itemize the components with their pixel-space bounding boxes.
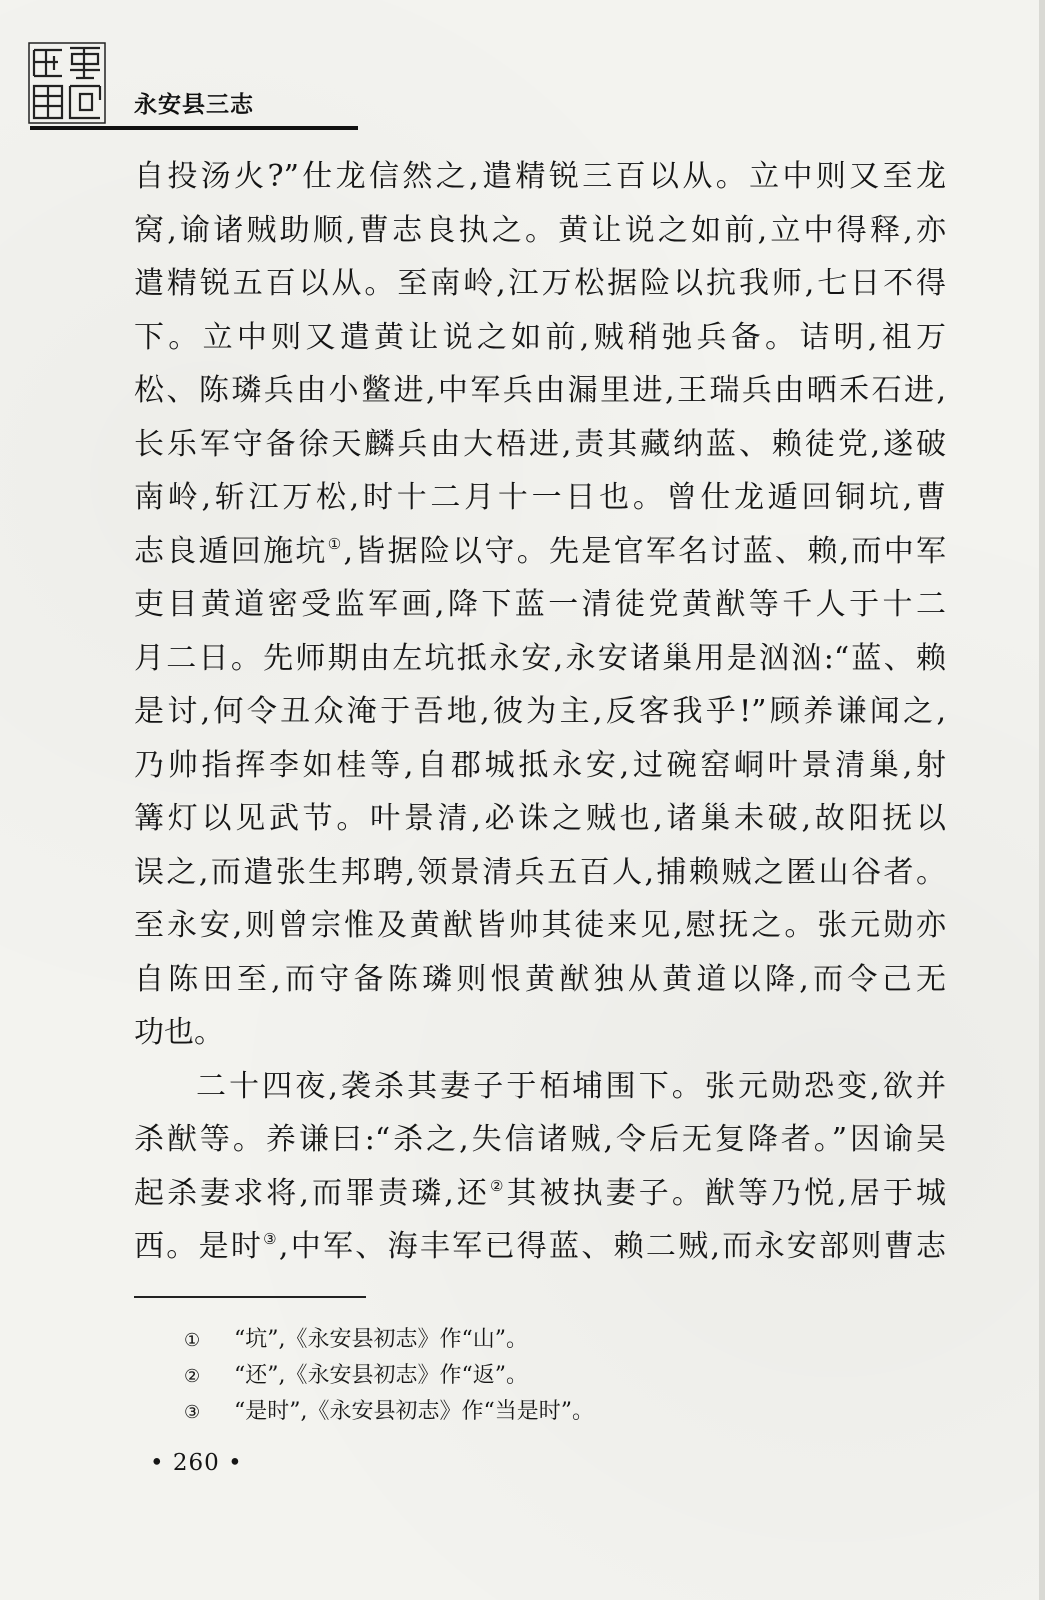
body-line: 乃帅指挥李如桂等,自郡城抵永安,过碗窑峒叶景清巢,射 — [134, 747, 946, 783]
body-line: 南岭,斩江万松,时十二月十一日也。曾仕龙遁回铜坑,曹 — [134, 480, 946, 515]
body-text — [134, 150, 946, 1274]
body-line-paragraph-start: 二十四夜,袭杀其妻子于栢埔围下。张元勋恐变,欲并 — [196, 1068, 946, 1104]
running-header-title: 永安县三志 — [134, 92, 254, 118]
footnote-text: “还”,《永安县初志》作“返”。 — [234, 1363, 528, 1388]
footnote-rule — [134, 1296, 366, 1298]
body-line: 窝,谕诸贼助顺,曹志良执之。黄让说之如前,立中得释,亦 — [134, 212, 946, 248]
body-line-text: ,皆据险以守。先是官军名讨蓝、赖,而中军 — [343, 533, 947, 569]
body-line — [134, 1220, 946, 1274]
footnote-mark: ② — [184, 1366, 201, 1387]
footnote-ref-3: ③ — [263, 1230, 279, 1248]
footnote-item — [184, 1394, 594, 1430]
footnote-ref-2: ② — [489, 1176, 507, 1195]
body-line: 篝灯以见武节。叶景清,必诛之贼也,诸巢未破,故阳抚以 — [134, 801, 946, 836]
header-rule — [30, 126, 358, 130]
body-line: 松、陈璘兵由小鳖进,中军兵由漏里进,王瑞兵由晒禾石进, — [134, 373, 946, 408]
body-line — [134, 1167, 946, 1221]
body-line: 长乐军守备徐天麟兵由大梧进,责其藏纳蓝、赖徒党,遂破 — [134, 426, 946, 462]
body-line: 下。立中则又遣黄让说之如前,贼稍弛兵备。诘明,祖万 — [134, 319, 946, 355]
body-line: 误之,而遣张生邦聘,领景清兵五百人,捕赖贼之匿山谷者。 — [134, 854, 946, 890]
body-line-text: 起杀妻求将,而罪责璘,还 — [134, 1175, 490, 1211]
body-line: 自投汤火?”仕龙信然之,遣精锐三百以从。立中则又至龙 — [134, 159, 946, 194]
footnotes — [184, 1322, 594, 1430]
body-line: 至永安,则曾宗惟及黄猷皆帅其徒来见,慰抚之。张元勋亦 — [134, 908, 946, 943]
page-number: • 260 • — [150, 1450, 243, 1476]
footnote-mark: ③ — [184, 1402, 201, 1423]
footnote-item — [184, 1322, 594, 1358]
body-line: 吏目黄道密受监军画,降下蓝一清徒党黄猷等千人于十二 — [134, 587, 946, 622]
body-line: 功也。 — [134, 1015, 224, 1050]
page-edge — [1039, 0, 1045, 1600]
body-line: 是讨,何令丑众淹于吾地,彼为主,反客我乎!”顾养谦闻之, — [134, 694, 946, 729]
footnote-item — [184, 1358, 594, 1394]
footnote-ref-1: ① — [327, 534, 344, 553]
body-line-text: ,中军、海丰军已得蓝、赖二贼,而永安部则曹志 — [278, 1229, 947, 1264]
body-line: 杀猷等。养谦曰:“杀之,失信诸贼,令后无复降者。”因谕吴 — [134, 1122, 946, 1157]
body-line: 自陈田至,而守备陈璘则恨黄猷独从黄道以降,而令己无 — [134, 961, 946, 997]
footnote-text: “是时”,《永安县初志》作“当是时”。 — [234, 1399, 594, 1424]
body-line — [134, 525, 946, 579]
footnote-mark: ① — [184, 1330, 201, 1351]
footnote-text: “坑”,《永安县初志》作“山”。 — [234, 1327, 528, 1352]
body-line: 遣精锐五百以从。至南岭,江万松据险以抗我师,七日不得 — [134, 266, 946, 301]
body-line-text: 西。是时 — [134, 1229, 264, 1264]
seal-logo — [28, 42, 106, 124]
body-line-text: 志良遁回施坑 — [134, 533, 328, 569]
body-line: 月二日。先师期由左坑抵永安,永安诸巢用是汹汹:“蓝、赖 — [134, 640, 946, 676]
body-line-text: 其被执妻子。猷等乃悦,居于城 — [506, 1175, 946, 1211]
